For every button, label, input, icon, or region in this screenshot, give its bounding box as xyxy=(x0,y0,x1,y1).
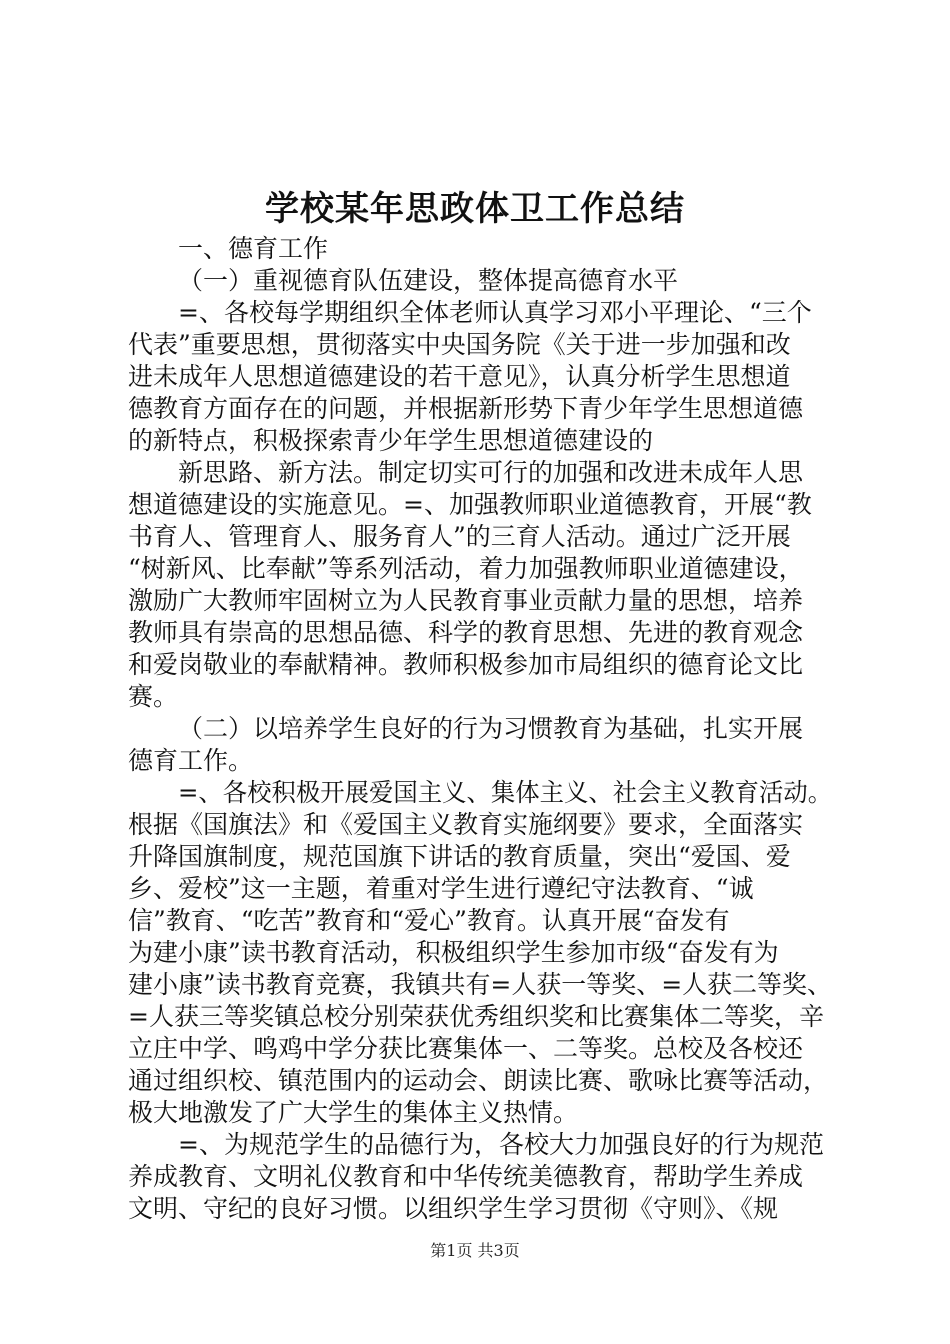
body-line: 建小康”读书教育竞赛，我镇共有=人获一等奖、=人获二等奖、 xyxy=(128,970,832,999)
body-line: 为建小康”读书教育活动，积极组织学生参加市级“奋发有为 xyxy=(128,938,779,967)
body-line: =、为规范学生的品德行为，各校大力加强良好的行为规范 xyxy=(178,1130,824,1159)
body-line: 想道德建设的实施意见。=、加强教师职业道德教育，开展“教 xyxy=(128,490,812,519)
page-footer: 第1页 共3页 xyxy=(430,1241,520,1260)
body-line: 立庄中学、鸣鸡中学分获比赛集体一、二等奖。总校及各校还 xyxy=(128,1034,804,1063)
body-line: 进未成年人思想道德建设的若干意见》，认真分析学生思想道 xyxy=(128,362,791,391)
body-line: 德育工作。 xyxy=(128,746,254,775)
body-line: =人获三等奖镇总校分别荣获优秀组织奖和比赛集体二等奖，辛 xyxy=(128,1002,824,1031)
document-title: 学校某年思政体卫工作总结 xyxy=(265,189,685,229)
body-line: 文明、守纪的良好习惯。以组织学生学习贯彻《守则》、《规 xyxy=(128,1194,779,1223)
body-line: 教师具有崇高的思想品德、科学的教育思想、先进的教育观念 xyxy=(128,618,804,647)
body-line: 信”教育、“吃苦”教育和“爱心”教育。认真开展“奋发有 xyxy=(128,906,730,935)
body-line: 根据《国旗法》和《爱国主义教育实施纲要》要求，全面落实 xyxy=(128,810,804,839)
body-line: 德教育方面存在的问题，并根据新形势下青少年学生思想道德 xyxy=(128,394,804,423)
body-line: （二）以培养学生良好的行为习惯教育为基础，扎实开展 xyxy=(178,714,804,743)
body-line: 一、德育工作 xyxy=(178,234,329,263)
body-line: 赛。 xyxy=(128,682,179,711)
body-line: 新思路、新方法。制定切实可行的加强和改进未成年人思 xyxy=(178,458,804,487)
body-line: 激励广大教师牢固树立为人民教育事业贡献力量的思想，培养 xyxy=(128,586,804,615)
body-line: 升降国旗制度，规范国旗下讲话的教育质量，突出“爱国、爱 xyxy=(128,842,791,871)
body-line: “树新风、比奉献”等系列活动，着力加强教师职业道德建设， xyxy=(128,554,804,583)
body-line: 极大地激发了广大学生的集体主义热情。 xyxy=(128,1098,579,1127)
body-line: 养成教育、文明礼仪教育和中华传统美德教育，帮助学生养成 xyxy=(128,1162,804,1191)
body-line: 代表”重要思想，贯彻落实中央国务院《关于进一步加强和改 xyxy=(128,330,791,359)
body-line: 乡、爱校”这一主题，着重对学生进行遵纪守法教育、“诚 xyxy=(128,874,754,903)
body-line: =、各校每学期组织全体老师认真学习邓小平理论、“三个 xyxy=(178,298,812,327)
body-line: =、各校积极开展爱国主义、集体主义、社会主义教育活动。 xyxy=(178,778,833,807)
body-line: 的新特点，积极探索青少年学生思想道德建设的 xyxy=(128,426,654,455)
body-line: 和爱岗敬业的奉献精神。教师积极参加市局组织的德育论文比 xyxy=(128,650,804,679)
body-line: 书育人、管理育人、服务育人”的三育人活动。通过广泛开展 xyxy=(128,522,791,551)
body-line: 通过组织校、镇范围内的运动会、朗读比赛、歌咏比赛等活动， xyxy=(128,1066,829,1095)
body-line: （一）重视德育队伍建设，整体提高德育水平 xyxy=(178,266,679,295)
